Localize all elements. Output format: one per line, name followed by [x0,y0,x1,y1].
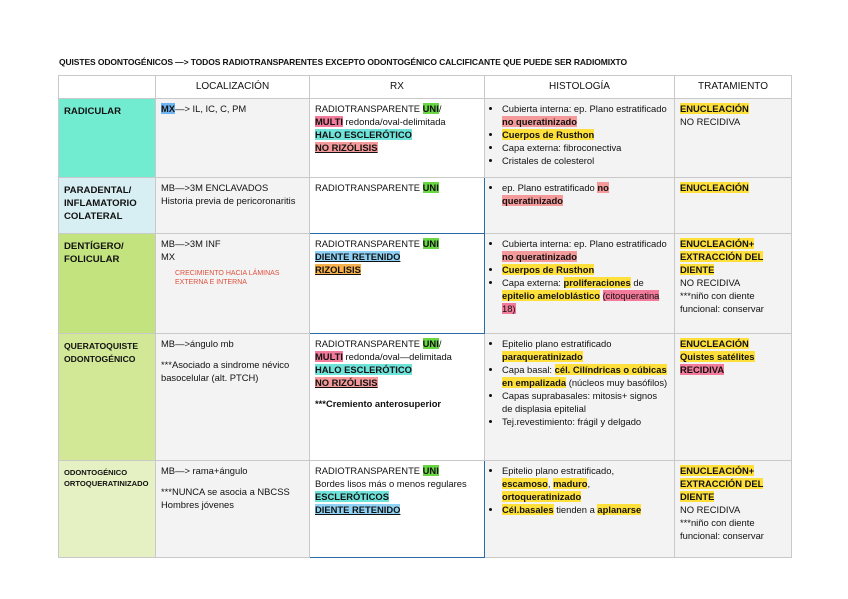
highlight-text: ENUCLEACIÓN [680,182,749,193]
histologia-cell [485,461,675,558]
highlight-text: paraqueratinizado [502,351,583,362]
text: Epitelio plano estratificado [502,338,612,349]
rx-cell [310,334,485,461]
highlight-text: no queratinizado [502,116,577,127]
text: ep. Plano estratificado [502,182,598,193]
highlight-text: MULTI [315,116,343,127]
highlight-text: epitelio ameloblástico [502,290,600,301]
highlight-text: MULTI [315,351,343,362]
table-row [59,234,792,334]
highlight-text: RIZOLISIS [315,264,361,275]
list-item [502,276,669,315]
highlight-text: NO RIZÓLISIS [315,377,378,388]
list-item: • Capas suprabasales: mitosis+ signos de displasia epitelial [502,389,669,415]
rx-cell [310,461,485,558]
highlight-text: UNI [422,338,439,349]
rx-cell [310,99,485,178]
document-title: QUISTES ODONTOGÉNICOS —> TODOS RADIOTRANSPARENTES EXCEPTO ODONTOGÉNICO CALCIFICANTE QUE PUEDE SER RADIOMIXTO [59,57,627,67]
text: RADIOTRANSPARENTE [315,182,423,193]
list-item [502,337,669,363]
text: , [547,478,554,489]
header-histologia: HISTOLOGÍA [485,76,675,99]
highlight-text: DIENTE RETENIDO [315,251,401,262]
tratamiento-cell [675,334,792,461]
text: tienden a [553,504,598,515]
text: MB—> rama+ángulo [161,465,248,476]
list-item [502,363,669,389]
text: ***Cremiento anterosuperior [315,398,442,409]
text: / [438,338,442,349]
text: Capa externa: [502,277,564,288]
table-row [59,178,792,234]
cyst-name: PARADENTAL/ INFLAMATORIO COLATERAL [59,178,156,234]
text: , [587,478,591,489]
table-row [59,334,792,461]
header-localizacion: LOCALIZACIÓN [156,76,310,99]
highlight-text: (citoqueratina 18) [502,290,660,314]
table-row [59,461,792,558]
localizacion-cell [156,334,310,461]
text: NO RECIDIVA [680,116,741,127]
highlight-text: ENUCLEACIÓN [680,338,749,349]
text: MX [161,251,176,262]
text: Capa basal: [502,364,555,375]
header-empty [59,76,156,99]
text: redonda/oval—delimitada [342,351,452,362]
highlight-text: ENUCLEACIÓN+ EXTRACCIÓN DEL DIENTE [680,238,764,275]
histologia-cell [485,99,675,178]
highlight-text: MX [161,103,176,114]
text: / [438,103,442,114]
highlight-text: HALO ESCLERÓTICO [315,129,412,140]
highlight-text: cél. Cilíndricas o cúbicas en empalizada [502,364,667,388]
growth-note: CRECIMIENTO HACIA LÁMINAS EXTERNA E INTERNA [175,270,280,286]
highlight-text: UNI [422,182,439,193]
cyst-name: QUERATOQUISTE ODONTOGÉNICO [59,334,156,461]
highlight-text: DIENTE RETENIDO [315,504,401,515]
tratamiento-cell [675,461,792,558]
highlight-text: UNI [422,238,439,249]
header-rx: RX [310,76,485,99]
cysts-table [58,75,792,558]
text: Bordes lisos más o menos regulares [315,478,467,489]
highlight-text: ESCLERÓTICOS [315,491,389,502]
cyst-name: RADICULAR [59,99,156,178]
text: Hombres jóvenes [161,499,234,510]
text: NO RECIDIVA [680,504,741,515]
localizacion-cell [156,461,310,558]
list-item [502,237,669,263]
text: NO RECIDIVA [680,277,741,288]
cyst-name: ODONTOGÉNICO ORTOQUERATINIZADO [59,461,156,558]
histologia-cell [485,334,675,461]
table-row [59,99,792,178]
text: ***Asociado a sindrome névico basocelular (alt. PTCH) [161,359,290,383]
histologia-cell [485,234,675,334]
highlight-text: maduro [553,478,588,489]
list-item: • Tej.revestimiento: frágil y delgado [502,415,669,428]
text: ***niño con diente funcional: conservar [680,517,764,541]
text: MB—>ángulo mb [161,338,234,349]
tratamiento-cell [675,178,792,234]
text: Historia previa de pericoronaritis [161,195,296,206]
highlight-text: no queratinizado [502,251,577,262]
highlight-text: no queratinizado [502,182,609,206]
list-item [502,102,669,128]
localizacion-cell [156,234,310,334]
text: RADIOTRANSPARENTE [315,465,423,476]
highlight-text: Cél.basales [502,504,554,515]
list-item: • Cristales de colesterol [502,154,669,167]
list-item [502,181,669,207]
text: RADIOTRANSPARENTE [315,338,423,349]
text: ***NUNCA se asocia a NBCSS [161,486,290,497]
highlight-text: Cuerpos de Rusthon [502,264,595,275]
highlight-text: UNI [422,465,439,476]
rx-cell [310,178,485,234]
text: MB—>3M ENCLAVADOS [161,182,269,193]
list-item [502,503,669,516]
header-row [59,76,792,99]
text: ***niño con diente funcional: conservar [680,290,764,314]
rx-cell [310,234,485,334]
text: —> IL, IC, C, PM [175,103,247,114]
text: MB—>3M INF [161,238,221,249]
header-tratamiento: TRATAMIENTO [675,76,792,99]
highlight-text: proliferaciones [563,277,631,288]
highlight-text: UNI [422,103,439,114]
histologia-cell [485,178,675,234]
list-item: • Capa externa: fibroconectiva [502,141,669,154]
highlight-text: ENUCLEACIÓN+ EXTRACCIÓN DEL DIENTE [680,465,764,502]
text: de [630,277,644,288]
text: redonda/oval-delimitada [342,116,446,127]
localizacion-cell [156,178,310,234]
text: Cubierta interna: ep. Plano estratificado [502,238,667,249]
list-item [502,464,669,503]
highlight-text: aplanarse [597,504,642,515]
list-item [502,263,669,276]
tratamiento-cell [675,234,792,334]
highlight-text: HALO ESCLERÓTICO [315,364,412,375]
text: RADIOTRANSPARENTE [315,238,423,249]
highlight-text: ENUCLEACIÓN [680,103,749,114]
highlight-text: NO RIZÓLISIS [315,142,378,153]
text: Epitelio plano estratificado, [502,465,615,476]
highlight-text: escamoso [502,478,548,489]
text: RADIOTRANSPARENTE [315,103,423,114]
text: (núcleos muy basófilos) [566,377,668,388]
tratamiento-cell [675,99,792,178]
cyst-name: DENTÍGERO/ FOLICULAR [59,234,156,334]
localizacion-cell [156,99,310,178]
highlight-text: RECIDIVA [680,364,725,375]
highlight-text: Cuerpos de Rusthon [502,129,595,140]
highlight-text: ortoqueratinizado [502,491,582,502]
highlight-text: Quistes satélites [680,351,755,362]
list-item [502,128,669,141]
text: Cubierta interna: ep. Plano estratificado [502,103,667,114]
